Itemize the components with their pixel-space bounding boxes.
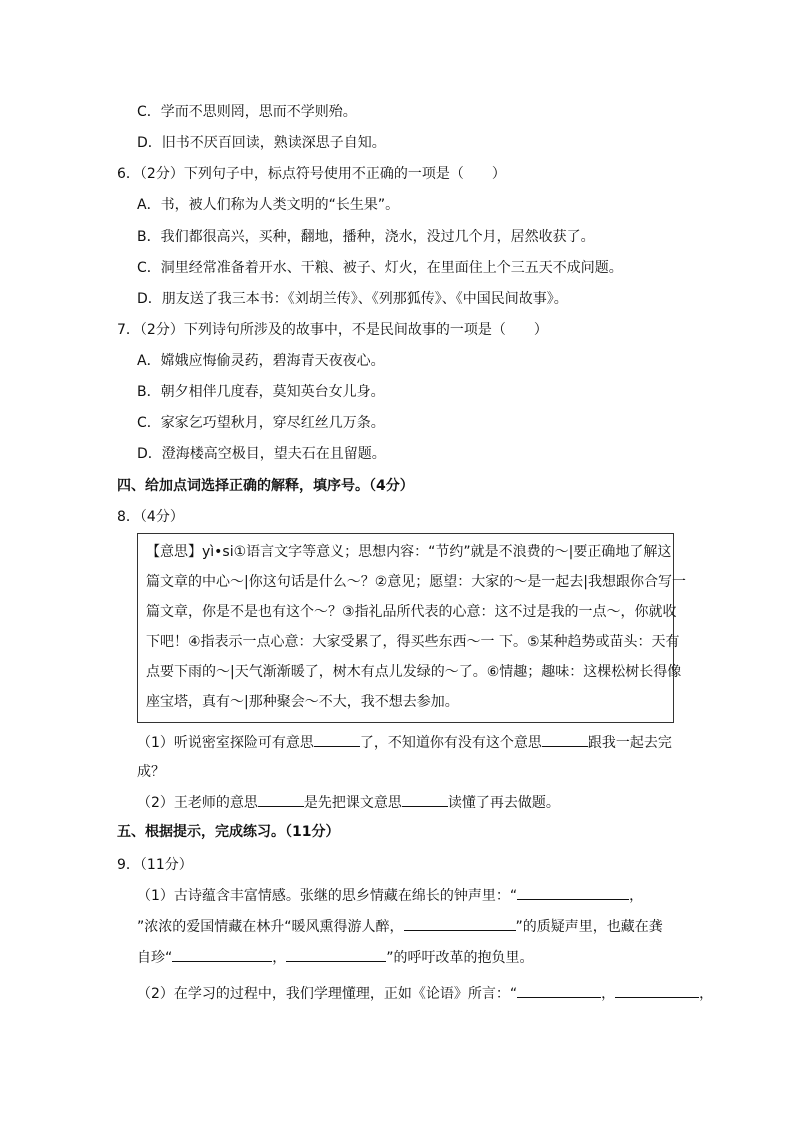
q8-sub2-text: 是先把课文意思 bbox=[303, 795, 402, 811]
definition-line: 点要下雨的～|天气渐渐暖了，树木有点儿发绿的～了。⑥情趣；趣味：这棵松树长得像 bbox=[146, 664, 682, 680]
q6-option-b: B．我们都很高兴，买种，翻地，播种，浇水，没过几个月，居然收获了。 bbox=[137, 229, 595, 245]
q6-option-a: A．书，被人们称为人类文明的“长生果”。 bbox=[137, 197, 400, 213]
q7-option-a: A．嫦娥应悔偷灵药，碧海青天夜夜心。 bbox=[137, 353, 385, 369]
q7-option-b: B．朝夕相伴几度春，莫知英台女儿身。 bbox=[137, 384, 385, 400]
q8-sub1 bbox=[137, 732, 672, 753]
q9-text: ”的呼吁改革的抱负里。 bbox=[386, 950, 534, 966]
q8-sub1-text: （1）听说密室探险可有意思 bbox=[137, 735, 314, 751]
q7-stem: 7．（2分）下列诗句所涉及的故事中，不是民间故事的一项是（ ） bbox=[117, 322, 548, 338]
q9-stem: 9．（11分） bbox=[117, 857, 193, 873]
answer-blank[interactable] bbox=[314, 732, 360, 747]
answer-blank[interactable] bbox=[517, 983, 601, 998]
q8-sub2 bbox=[137, 792, 560, 813]
definition-line: 篇文章的中心～|你这句话是什么～？②意见；愿望：大家的～是一起去|我想跟你合写一 bbox=[146, 574, 686, 590]
answer-blank[interactable] bbox=[402, 792, 448, 807]
answer-blank[interactable] bbox=[517, 885, 629, 900]
q8-sub1-text: 跟我一起去完 bbox=[587, 735, 672, 751]
definition-line: 下吧！④指表示一点心意：大家受累了，得买些东西～一 下。⑤某种趋势或苗头：天有 bbox=[146, 634, 680, 650]
q8-sub1-text: 了，不知道你有没有这个意思 bbox=[359, 735, 542, 751]
q9-text: （2）在学习的过程中，我们学理懂理，正如《论语》所言：“ bbox=[137, 986, 518, 1002]
q9-line-2 bbox=[137, 916, 663, 937]
q9-line-4 bbox=[137, 983, 713, 1004]
q9-text: ”浓浓的爱国情藏在林升“暖风熏得游人醉， bbox=[137, 919, 404, 935]
q6-option-d: D．朋友送了我三本书：《刘胡兰传》、《列那狐传》、《中国民间故事》。 bbox=[137, 291, 568, 307]
definition-line: 篇文章，你是不是也有这个～？③指礼品所代表的心意：这不过是我的一点～，你就收 bbox=[146, 604, 677, 620]
answer-blank[interactable] bbox=[404, 916, 516, 931]
definition-line: 【意思】yì•si①语言文字等意义；思想内容：“节约”就是不浪费的～|要正确地了解这 bbox=[146, 544, 672, 560]
q6-option-c: C．洞里经常准备着开水、干粮、被子、灯火，在里面住上个三五天不成问题。 bbox=[137, 260, 623, 276]
answer-blank[interactable] bbox=[542, 732, 588, 747]
q9-text: 自珍“ bbox=[137, 950, 173, 966]
q5-option-c: C．学而不思则罔，思而不学则殆。 bbox=[137, 104, 357, 120]
q9-text: ， bbox=[601, 986, 616, 1002]
answer-blank[interactable] bbox=[172, 947, 272, 962]
q9-text: ， bbox=[629, 888, 644, 904]
q8-sub2-text: （2）王老师的意思 bbox=[137, 795, 258, 811]
q8-sub2-text: 读懂了再去做题。 bbox=[447, 795, 560, 811]
q9-line-1 bbox=[137, 885, 643, 906]
answer-blank[interactable] bbox=[258, 792, 304, 807]
q7-option-c: C．家家乞巧望秋月，穿尽红丝几万条。 bbox=[137, 415, 385, 431]
answer-blank[interactable] bbox=[286, 947, 386, 962]
q7-option-d: D．澄海楼高空极目，望夫石在且留题。 bbox=[137, 446, 386, 462]
q9-text: ， bbox=[699, 986, 714, 1002]
definition-line: 座宝塔，真有～|那种聚会～不大，我不想去参加。 bbox=[146, 694, 459, 710]
section-4-heading: 四、给加点词选择正确的解释，填序号。（4分） bbox=[117, 478, 414, 494]
definition-box bbox=[137, 533, 686, 723]
q9-line-3 bbox=[137, 947, 534, 968]
q8-sub1-continued: 成？ bbox=[137, 764, 165, 780]
q8-stem: 8．（4分） bbox=[117, 509, 184, 525]
q9-text: ， bbox=[272, 950, 287, 966]
q9-text: ”的质疑声里，也藏在龚 bbox=[515, 919, 663, 935]
q6-stem: 6．（2分）下列句子中，标点符号使用不正确的一项是（ ） bbox=[117, 166, 506, 182]
section-5-heading: 五、根据提示，完成练习。（11分） bbox=[117, 824, 340, 840]
answer-blank[interactable] bbox=[615, 983, 699, 998]
q5-option-d: D．旧书不厌百回读，熟读深思子自知。 bbox=[137, 135, 386, 151]
q9-text: （1）古诗蕴含丰富情感。张继的思乡情藏在绵长的钟声里：“ bbox=[137, 888, 518, 904]
